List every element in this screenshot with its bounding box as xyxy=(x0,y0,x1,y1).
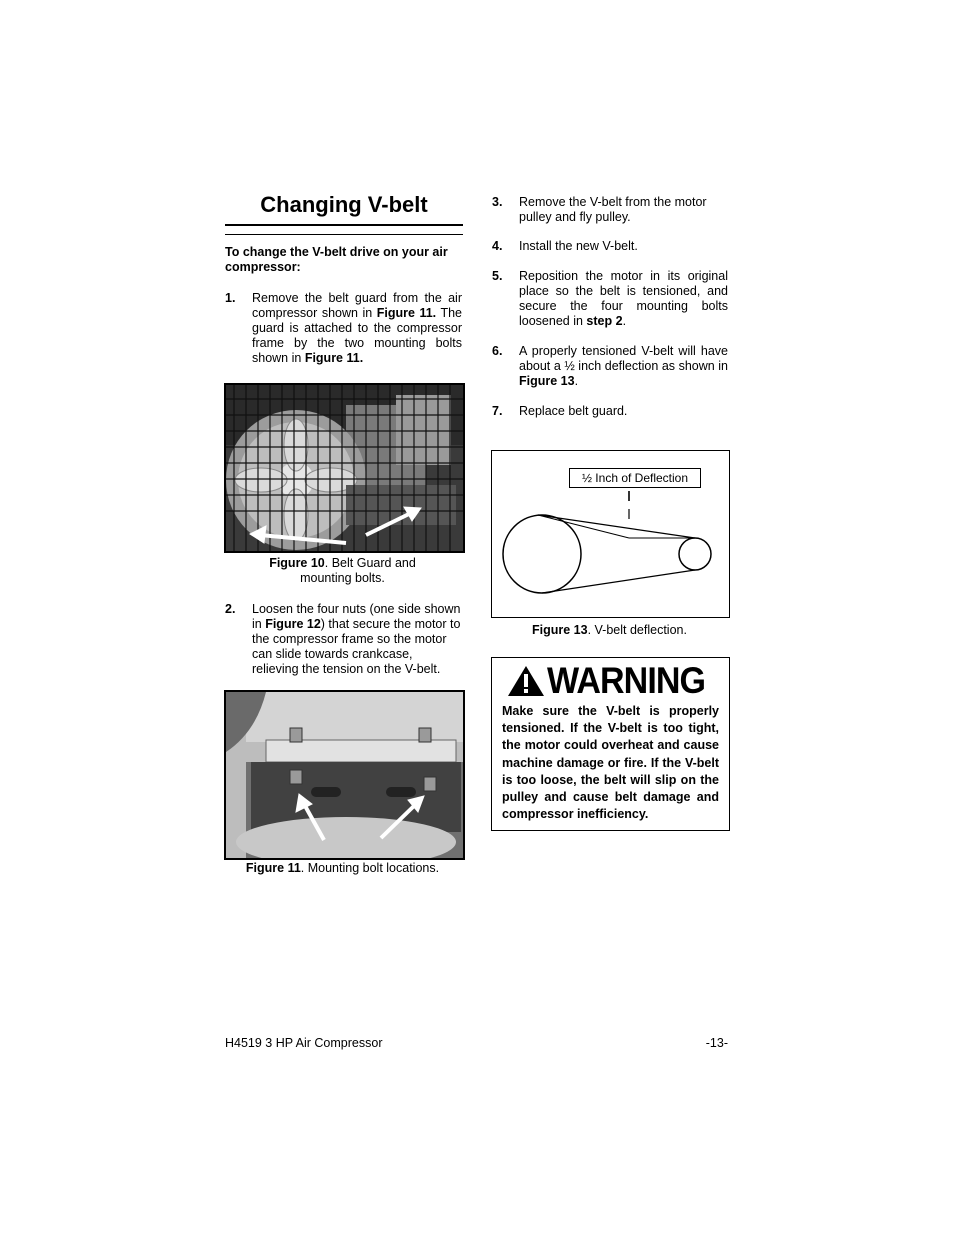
step-number: 1. xyxy=(225,291,236,305)
page-title: Changing V-belt xyxy=(260,192,428,217)
step-number: 6. xyxy=(492,344,503,358)
figure-13-caption: Figure 13. V-belt deflection. xyxy=(532,623,687,637)
warning-text: Make sure the V-belt is properly tensioned. If the V-belt is too tight, the motor could overheat and cause machine damage or fire. If the V-belt is too loose, the belt will slip on the pulley and cause belt damage and compressor inefficiency. xyxy=(502,704,719,822)
step-text: A properly tensioned V-belt will have about a ½ inch deflection as shown in Figure 13. xyxy=(519,344,728,388)
warning-header xyxy=(507,660,717,701)
step-number: 3. xyxy=(492,195,503,209)
figure-11-photo xyxy=(224,690,465,860)
deflection-callout: ½ Inch of Deflection xyxy=(569,468,701,488)
step-number: 4. xyxy=(492,239,503,253)
footer-product: H4519 3 HP Air Compressor xyxy=(225,1036,383,1050)
step-3 xyxy=(492,195,728,227)
step-1 xyxy=(225,291,462,366)
step-4 xyxy=(492,239,728,255)
step-number: 5. xyxy=(492,269,503,283)
belt-guard-photo-icon xyxy=(226,385,463,551)
figure-11-caption: Figure 11. Mounting bolt locations. xyxy=(245,861,440,875)
step-number: 2. xyxy=(225,602,236,616)
step-text: Remove the V-belt from the motor pulley and fly pulley. xyxy=(519,195,707,224)
step-text: Replace belt guard. xyxy=(519,404,628,418)
step-text: Remove the belt guard from the air compressor shown in Figure 11. The guard is attached to the compressor frame by the two mounting bolts shown in Figure 11. xyxy=(252,291,463,365)
title-rule-top xyxy=(225,224,463,226)
step-text: Reposition the motor in its original place so the belt is tensioned, and secure the four mounting bolts loosened in step 2. xyxy=(519,269,728,328)
warning-triangle-icon xyxy=(507,665,545,697)
warning-heading: WARNING xyxy=(547,660,706,701)
step-number: 7. xyxy=(492,404,503,418)
step-7 xyxy=(492,404,728,420)
title-rule-bottom xyxy=(225,234,463,235)
step-text: Loosen the four nuts (one side shown in Figure 12) that secure the motor to the compressor frame so the motor can slide towards crankcase, relieving the tension on the V-belt. xyxy=(252,602,461,676)
step-2 xyxy=(225,602,462,677)
mounting-bolts-photo-icon xyxy=(226,692,463,858)
footer-page-number: -13- xyxy=(705,1036,728,1050)
section-intro: To change the V-belt drive on your air compressor: xyxy=(225,245,448,274)
figure-10-caption: Figure 10. Belt Guard and mounting bolts. xyxy=(269,556,416,585)
step-text: Install the new V-belt. xyxy=(519,239,638,253)
figure-10-photo xyxy=(224,383,465,553)
step-5 xyxy=(492,269,728,331)
figure-13-diagram xyxy=(491,450,730,618)
step-6 xyxy=(492,344,728,390)
